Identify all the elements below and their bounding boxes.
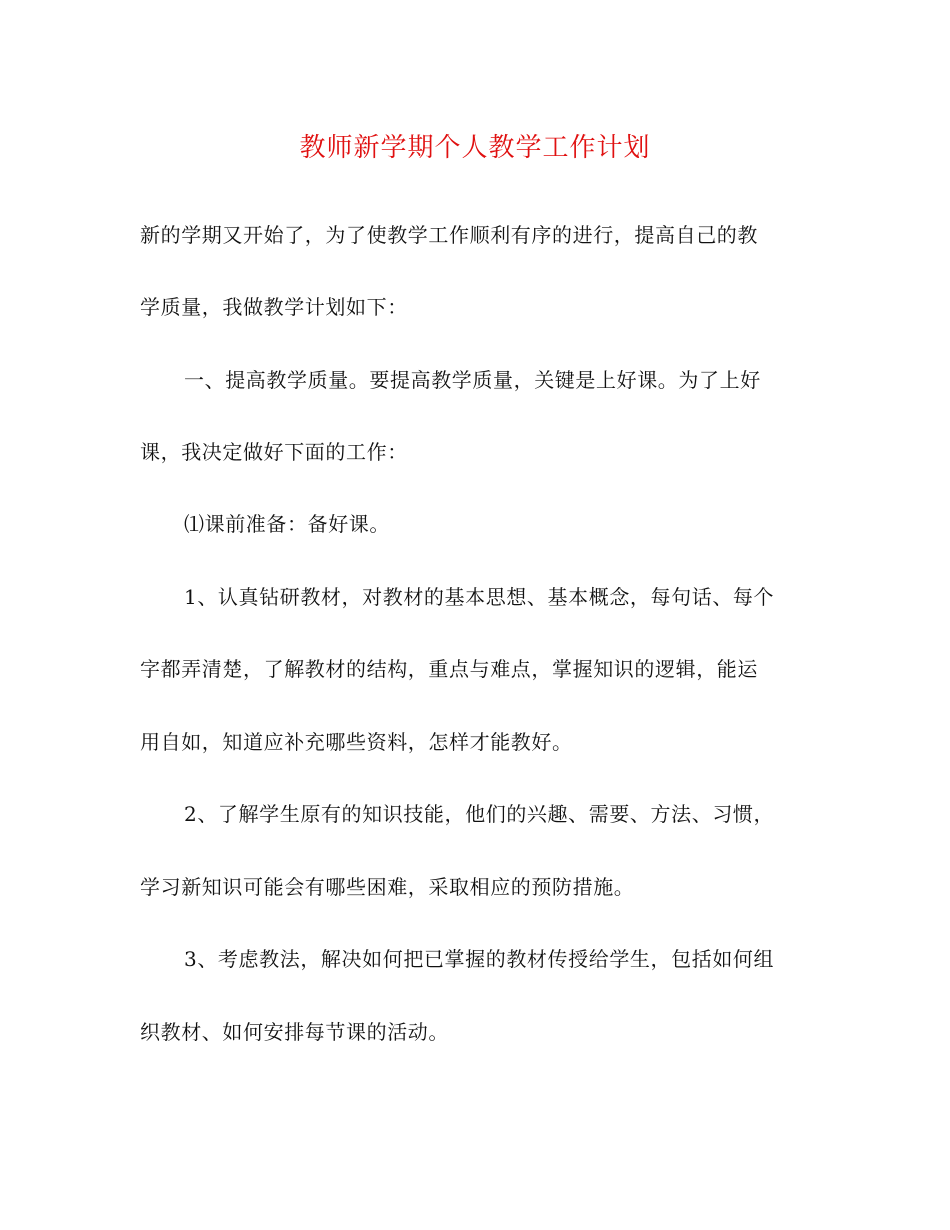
section-heading-line: 一、提高教学质量。要提高教学质量，关键是上好课。为了上好 bbox=[184, 368, 761, 392]
list-item-line: 3、考虑教法，解决如何把已掌握的教材传授给学生，包括如何组 bbox=[184, 947, 775, 971]
subsection-heading: ⑴课前准备：备好课。 bbox=[184, 512, 390, 536]
paragraph-line: 课，我决定做好下面的工作： bbox=[140, 440, 408, 464]
paragraph-line: 用自如，知道应补充哪些资料，怎样才能教好。 bbox=[140, 730, 573, 754]
list-item-line: 1、认真钻研教材，对教材的基本思想、基本概念，每句话、每个 bbox=[184, 585, 775, 609]
document-title: 教师新学期个人教学工作计划 bbox=[299, 133, 651, 163]
paragraph-line: 学习新知识可能会有哪些困难，采取相应的预防措施。 bbox=[140, 875, 635, 899]
paragraph-line: 学质量，我做教学计划如下： bbox=[140, 295, 408, 319]
paragraph-line: 字都弄清楚，了解教材的结构，重点与难点，掌握知识的逻辑，能运 bbox=[140, 657, 758, 681]
paragraph-line: 织教材、如何安排每节课的活动。 bbox=[140, 1020, 449, 1044]
paragraph-line: 新的学期又开始了，为了使教学工作顺利有序的进行，提高自己的教 bbox=[140, 223, 758, 247]
list-item-line: 2、了解学生原有的知识技能，他们的兴趣、需要、方法、习惯， bbox=[184, 802, 775, 826]
